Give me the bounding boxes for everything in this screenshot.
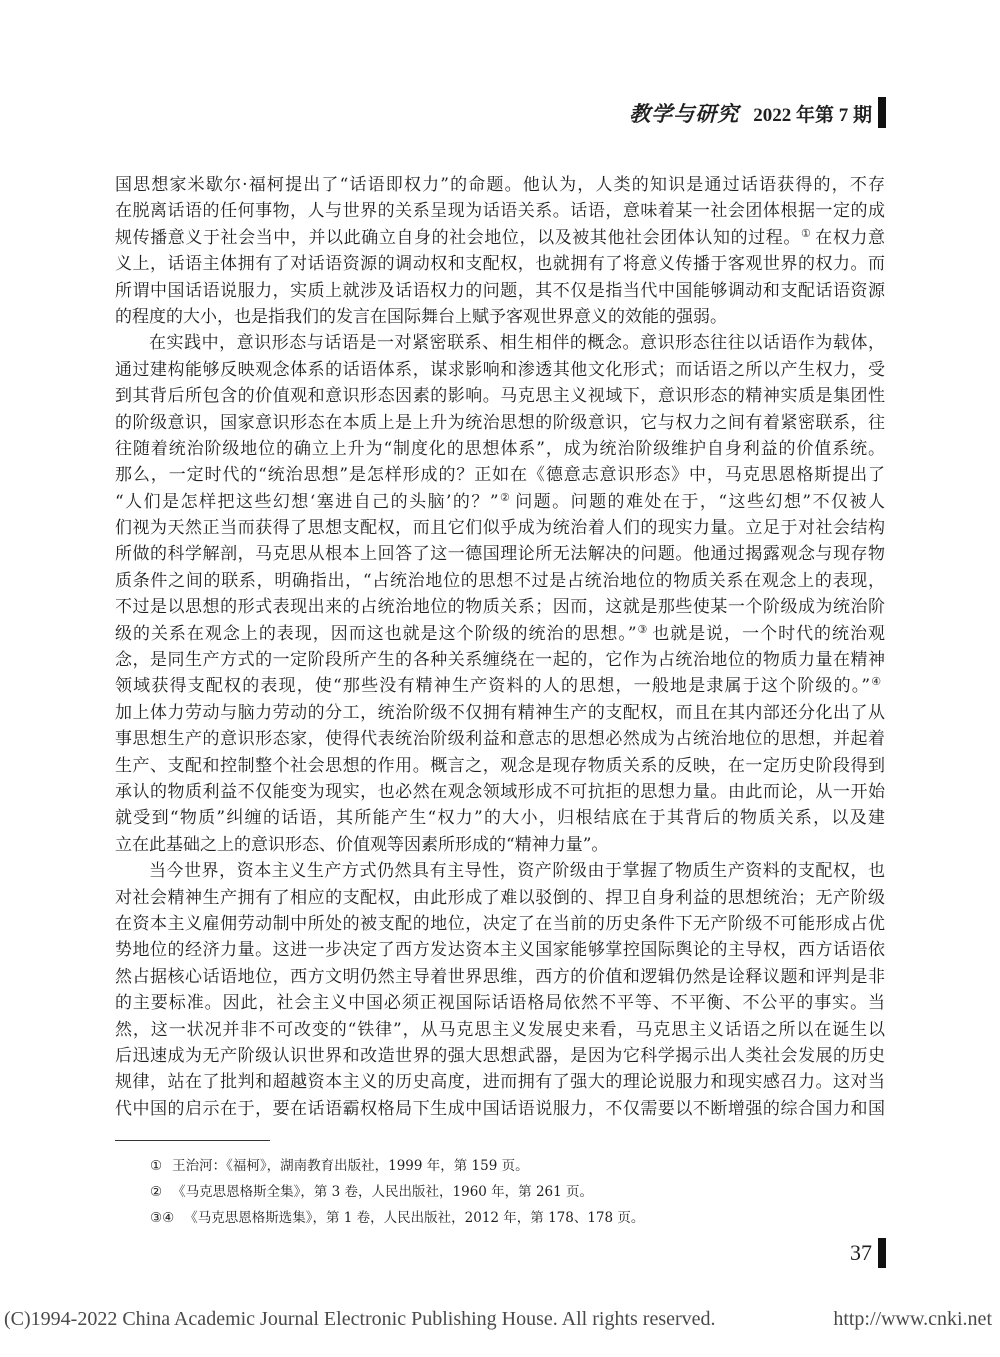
footnote: [150, 1179, 644, 1205]
copyright-url: http://www.cnki.net: [833, 1308, 992, 1330]
text-line: 所谓中国话语说服力，实质上就涉及话语权力的问题，其不仅是指当代中国能够调动和支配话语资源: [115, 280, 885, 301]
text-line: 通过建构能够反映观念体系的话语体系，谋求影响和渗透其他文化形式；而话语之所以产生权力，受: [115, 359, 885, 380]
copyright-footer: [4, 1305, 992, 1333]
footnote-ref: ②: [498, 490, 512, 504]
footnote: [150, 1153, 644, 1179]
issue-label: 2022 年第 7 期: [753, 104, 872, 126]
text-line: 当今世界，资本主义生产方式仍然具有主导性，资产阶级由于掌握了物质生产资料的支配权，也: [149, 861, 885, 882]
text-line: 然占据核心话语地位，西方文明仍然主导着世界思维，西方的价值和逻辑仍然是诠释议题和评判是非: [115, 966, 885, 987]
text-line: 规律，站在了批判和超越资本主义的历史高度，进而拥有了强大的理论说服力和现实感召力。这对当: [115, 1072, 885, 1093]
footnote-mark: ①: [150, 1158, 163, 1174]
paragraph-3: [115, 858, 885, 1122]
text-segment: 在权力意: [815, 227, 885, 248]
running-header: [629, 98, 872, 128]
text-line: 势地位的经济力量。这进一步决定了西方发达资本主义国家能够掌控国际舆论的主导权，西方话语依: [115, 940, 885, 961]
paragraph-2: [115, 330, 885, 858]
footnote-text: 《马克思恩格斯选集》，第 1 卷，人民出版社，2012 年，第 178、178 页。: [184, 1210, 645, 1226]
text-line: 的主要标准。因此，社会主义中国必须正视国际话语格局依然不平等、不平衡、不公平的事实。当: [115, 993, 885, 1014]
text-line: 对社会精神生产拥有了相应的支配权，由此形成了难以驳倒的、捍卫自身利益的思想统治；无产阶级: [115, 887, 885, 908]
text-line: 国思想家米歇尔·福柯提出了“话语即权力”的命题。他认为，人类的知识是通过话语获得的，不存: [115, 175, 885, 195]
footnote-ref: ④: [870, 675, 882, 689]
text-line: [115, 489, 885, 515]
footnote-divider: [115, 1140, 270, 1141]
text-line: 们视为天然正当而获得了思想支配权，而且它们似乎成为统治着人们的现实力量。立足于对社会结构: [115, 518, 885, 539]
text-segment: 也就是说，一个时代的统治观: [652, 623, 885, 644]
text-line: 质条件之间的联系，明确指出，“占统治地位的思想不过是占统治地位的物质关系在观念上的表现，: [115, 570, 885, 591]
text-line: 在实践中，意识形态与话语是一对紧密联系、相生相伴的概念。意识形态往往以话语作为载体，: [149, 333, 885, 354]
text-segment: “人们是怎样把这些幻想‘塞进自己的头脑’的？”: [115, 491, 499, 512]
text-line: [115, 673, 885, 699]
text-segment: 级的关系在观念上的表现，因而这也就是这个阶级的统治的思想。”: [115, 623, 637, 644]
page-number-bar-mark: [878, 1238, 886, 1268]
text-line: 的阶级意识，国家意识形态在本质上是上升为统治思想的阶级意识，它与权力之间有着紧密联系，往: [115, 412, 885, 433]
copyright-notice: (C)1994-2022 China Academic Journal Electronic Publishing House. All rights reserved.: [4, 1308, 716, 1330]
text-line: 代中国的启示在于，要在话语霸权格局下生成中国话语说服力，不仅需要以不断增强的综合国力和国: [115, 1098, 885, 1119]
text-line: 往随着统治阶级地位的确立上升为“制度化的思想体系”，成为统治阶级维护自身利益的价值系统。: [115, 438, 885, 459]
text-line: 承认的物质利益不仅能变为现实，也必然在观念领域形成不可抗拒的思想力量。由此而论，从一开始: [115, 781, 885, 802]
footnote-text: 《马克思恩格斯全集》，第 3 卷，人民出版社，1960 年，第 261 页。: [172, 1184, 594, 1200]
footnote-list: [150, 1153, 644, 1231]
footnote-text: 王治河：《福柯》，湖南教育出版社，1999 年，第 159 页。: [172, 1158, 529, 1174]
text-line: 到其背后所包含的价值观和意识形态因素的影响。马克思主义视域下，意识形态的精神实质是集团性: [115, 386, 885, 407]
text-line: 念，是同生产方式的一定阶段所产生的各种关系缠绕在一起的，它作为占统治地位的物质力量在精神: [115, 650, 885, 671]
text-line: 后迅速成为无产阶级认识世界和改造世界的强大思想武器，是因为它科学揭示出人类社会发展的历史: [115, 1045, 885, 1066]
journal-title: 教学与研究: [629, 101, 740, 126]
header-bar-mark: [878, 97, 886, 128]
text-line: [115, 225, 885, 251]
text-segment: 领域获得支配权的表现，使“那些没有精神生产资料的人的思想，一般地是隶属于这个阶级的。”: [115, 676, 871, 697]
text-line: 的程度的大小，也是指我们的发言在国际舞台上赋予客观世界意义的效能的强弱。: [115, 306, 727, 327]
text-line: [115, 621, 885, 647]
text-line: 事思想生产的意识形态家，使得代表统治阶级利益和意志的思想必然成为占统治地位的思想，并起着: [115, 729, 885, 750]
text-line: 然，这一状况并非不可改变的“铁律”，从马克思主义发展史来看，马克思主义话语之所以在诞生以: [115, 1019, 885, 1040]
footnote: [150, 1205, 644, 1231]
text-line: 加上体力劳动与脑力劳动的分工，统治阶级不仅拥有精神生产的支配权，而且在其内部还分化出了从: [115, 702, 885, 723]
text-line: 不过是以思想的形式表现出来的占统治地位的物质关系；因而，这就是那些使某一个阶级成为统治阶: [115, 597, 885, 618]
footnote-ref: ①: [800, 226, 812, 240]
text-line: 在资本主义雇佣劳动制中所处的被支配的地位，决定了在当前的历史条件下无产阶级不可能形成占优: [115, 913, 885, 934]
text-line: 在脱离话语的任何事物，人与世界的关系呈现为话语关系。话语，意味着某一社会团体根据一定的成: [115, 201, 885, 222]
text-line: 那么，一定时代的“统治思想”是怎样形成的？正如在《德意志意识形态》中，马克思恩格斯提出了: [115, 465, 885, 486]
text-line: 立在此基础之上的意识形态、价值观等因素所形成的“精神力量”。: [115, 834, 609, 855]
text-line: 就受到“物质”纠缠的话语，其所能产生“权力”的大小，归根结底在于其背后的物质关系，以及建: [115, 808, 885, 829]
text-line: 义上，话语主体拥有了对话语资源的调动权和支配权，也就拥有了将意义传播于客观世界的权力。而: [115, 254, 885, 275]
text-segment: 问题。问题的难处在于，“这些幻想”不仅被人: [515, 491, 885, 512]
paragraph-1: [115, 172, 885, 330]
footnote-mark: ②: [150, 1184, 163, 1200]
text-line: 生产、支配和控制整个社会思想的作用。概言之，观念是现存物质关系的反映，在一定历史阶段得到: [115, 755, 885, 776]
page-number: 37: [850, 1240, 872, 1265]
footnote-mark: ③④: [150, 1210, 175, 1226]
text-segment: 规传播意义于社会当中，并以此确立自身的社会地位，以及被其他社会团体认知的过程。: [115, 227, 801, 248]
text-line: 所做的科学解剖，马克思从根本上回答了这一德国理论所无法解决的问题。他通过揭露观念与现存物: [115, 544, 885, 565]
footnote-ref: ③: [636, 622, 649, 636]
article-body: [115, 172, 885, 1122]
